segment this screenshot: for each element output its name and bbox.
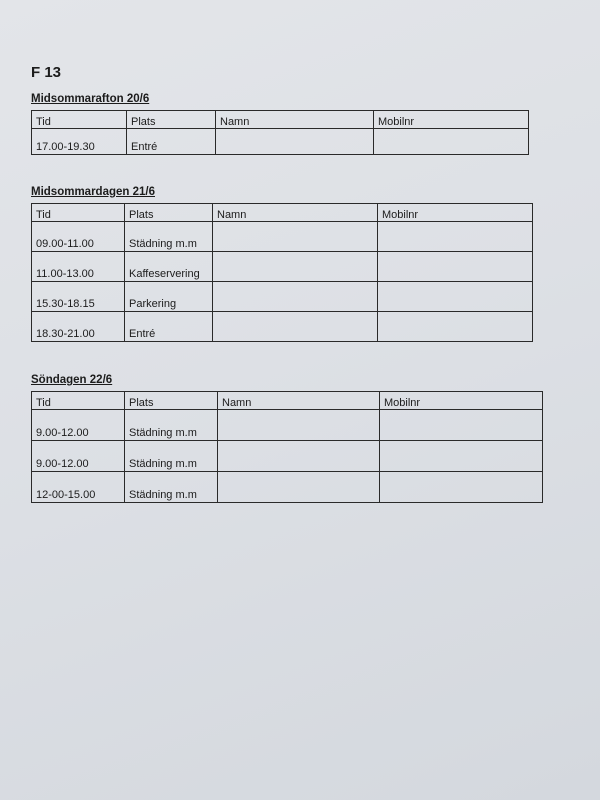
- cell-place: Entré: [127, 129, 216, 155]
- cell-place: Parkering: [125, 282, 213, 312]
- cell-place: Entré: [125, 312, 213, 342]
- cell-name: [218, 472, 380, 503]
- header-name: Namn: [216, 111, 374, 129]
- cell-name: [218, 441, 380, 472]
- cell-place: Städning m.m: [125, 410, 218, 441]
- header-mobile: Mobilnr: [378, 204, 533, 222]
- section-heading: Midsommardagen 21/6: [31, 186, 155, 198]
- section-heading: Söndagen 22/6: [31, 374, 113, 386]
- section-midsommarafton: [31, 93, 529, 155]
- table-row: [32, 441, 543, 472]
- cell-mobile: [378, 282, 533, 312]
- cell-place: Städning m.m: [125, 441, 218, 472]
- header-place: Plats: [125, 204, 213, 222]
- table-row: [32, 252, 533, 282]
- cell-place: Städning m.m: [125, 472, 218, 503]
- cell-name: [213, 222, 378, 252]
- header-time: Tid: [32, 111, 127, 129]
- section-heading: Midsommarafton 20/6: [31, 93, 150, 105]
- cell-time: 17.00-19.30: [32, 129, 127, 155]
- schedule-table: [31, 391, 543, 503]
- cell-name: [218, 410, 380, 441]
- cell-name: [213, 312, 378, 342]
- table-row: [32, 472, 543, 503]
- table-row: [32, 410, 543, 441]
- section-sondagen: [31, 374, 543, 503]
- cell-mobile: [378, 252, 533, 282]
- document-title: F 13: [31, 64, 62, 81]
- cell-time: 12-00-15.00: [32, 472, 125, 503]
- header-place: Plats: [125, 392, 218, 410]
- cell-time: 11.00-13.00: [32, 252, 125, 282]
- header-place: Plats: [127, 111, 216, 129]
- header-mobile: Mobilnr: [380, 392, 543, 410]
- cell-name: [213, 282, 378, 312]
- table-header-row: [32, 111, 529, 129]
- header-name: Namn: [213, 204, 378, 222]
- table-header-row: [32, 392, 543, 410]
- cell-mobile: [378, 222, 533, 252]
- cell-mobile: [378, 312, 533, 342]
- schedule-table: [31, 110, 529, 155]
- table-row: [32, 282, 533, 312]
- cell-mobile: [380, 410, 543, 441]
- table-header-row: [32, 204, 533, 222]
- cell-mobile: [374, 129, 529, 155]
- cell-time: 18.30-21.00: [32, 312, 125, 342]
- cell-place: Kaffeservering: [125, 252, 213, 282]
- cell-name: [216, 129, 374, 155]
- table-row: [32, 222, 533, 252]
- cell-mobile: [380, 441, 543, 472]
- header-name: Namn: [218, 392, 380, 410]
- table-row: [32, 129, 529, 155]
- schedule-table: [31, 203, 533, 342]
- cell-mobile: [380, 472, 543, 503]
- section-midsommardagen: [31, 186, 533, 342]
- header-mobile: Mobilnr: [374, 111, 529, 129]
- cell-time: 09.00-11.00: [32, 222, 125, 252]
- header-time: Tid: [32, 392, 125, 410]
- cell-name: [213, 252, 378, 282]
- cell-time: 9.00-12.00: [32, 410, 125, 441]
- cell-time: 15.30-18.15: [32, 282, 125, 312]
- cell-time: 9.00-12.00: [32, 441, 125, 472]
- header-time: Tid: [32, 204, 125, 222]
- cell-place: Städning m.m: [125, 222, 213, 252]
- table-row: [32, 312, 533, 342]
